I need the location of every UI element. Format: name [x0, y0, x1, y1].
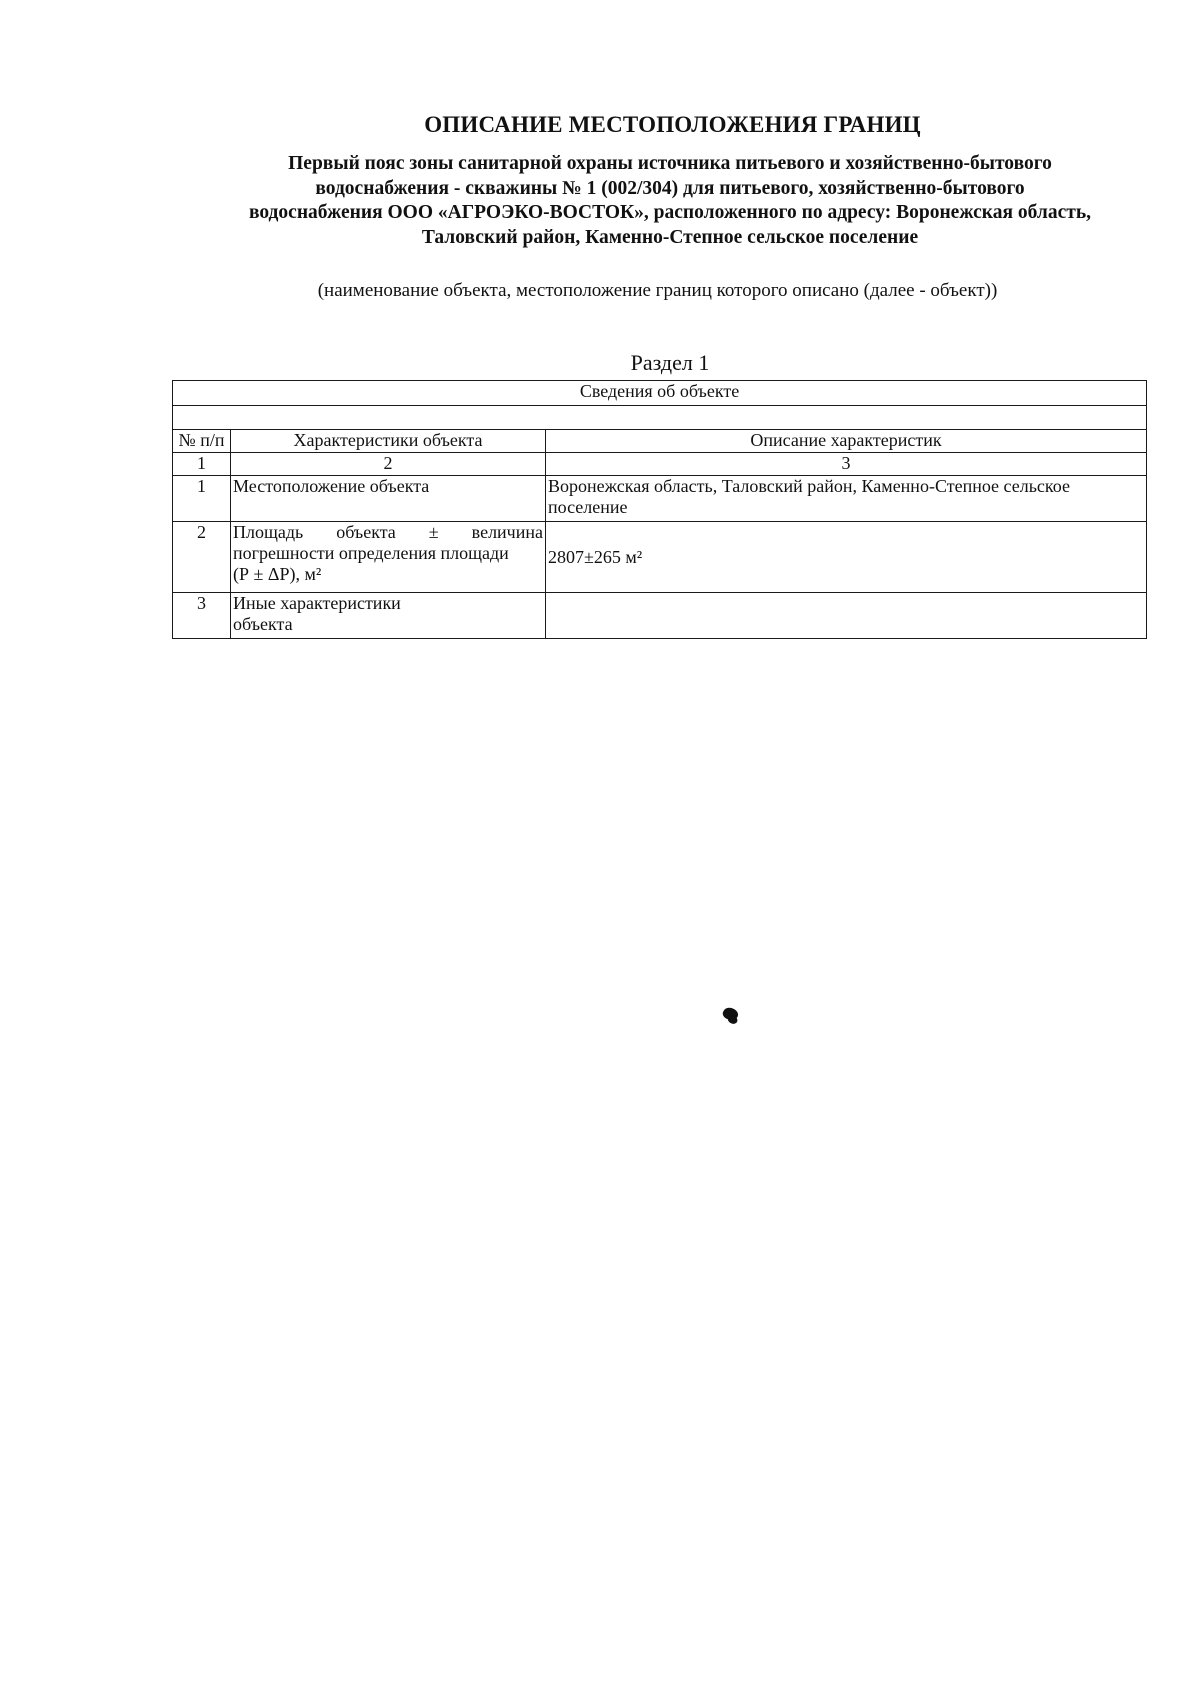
row-description: 2807±265 м²	[546, 522, 1147, 593]
characteristic-line: Иные характеристики	[233, 593, 401, 613]
header-number: № п/п	[173, 430, 231, 453]
subtitle-line: Первый пояс зоны санитарной охраны источника питьевого и хозяйственно-бытового	[288, 153, 1052, 174]
table-title: Сведения об объекте	[173, 381, 1147, 406]
row-description	[546, 593, 1147, 639]
object-info-table	[172, 380, 1147, 639]
object-caption: (наименование объекта, местоположение границ которого описано (далее - объект))	[317, 280, 998, 301]
table-numbering-row	[173, 453, 1147, 476]
row-number: 3	[173, 593, 231, 639]
row-number: 2	[173, 522, 231, 593]
numbering-cell: 2	[231, 453, 546, 476]
characteristic-line: (Р ± ΔР), м²	[233, 564, 322, 584]
characteristic-line: погрешности определения площади	[233, 543, 509, 563]
table-title-row	[173, 381, 1147, 406]
numbering-cell: 1	[173, 453, 231, 476]
characteristic-line: объекта	[233, 614, 293, 634]
page-title: ОПИСАНИЕ МЕСТОПОЛОЖЕНИЯ ГРАНИЦ	[424, 112, 921, 137]
table-header-row	[173, 430, 1147, 453]
numbering-cell: 3	[546, 453, 1147, 476]
subtitle-line: Таловский район, Каменно-Степное сельское поселение	[421, 226, 919, 248]
row-number: 1	[173, 476, 231, 522]
row-description: Воронежская область, Таловский район, Каменно-Степное сельское поселение	[546, 476, 1147, 522]
table-row	[173, 522, 1147, 593]
row-characteristic	[231, 522, 546, 593]
ink-blot	[721, 1005, 740, 1023]
document-subtitle	[170, 152, 1170, 250]
header-characteristic: Характеристики объекта	[231, 430, 546, 453]
table-row	[173, 476, 1147, 522]
table-empty-row	[173, 406, 1147, 430]
subtitle-line: водоснабжения ООО «АГРОЭКО-ВОСТОК», расположенного по адресу: Воронежская область,	[248, 202, 1092, 223]
section-label: Раздел 1	[630, 350, 710, 375]
table-row	[173, 593, 1147, 639]
header-description: Описание характеристик	[546, 430, 1147, 453]
row-characteristic: Местоположение объекта	[231, 476, 546, 522]
subtitle-line: водоснабжения - скважины № 1 (002/304) для питьевого, хозяйственно-бытового	[315, 177, 1025, 199]
row-characteristic	[231, 593, 546, 639]
empty-cell	[173, 406, 1147, 430]
characteristic-line: Площадь объекта ± величина	[233, 522, 543, 542]
